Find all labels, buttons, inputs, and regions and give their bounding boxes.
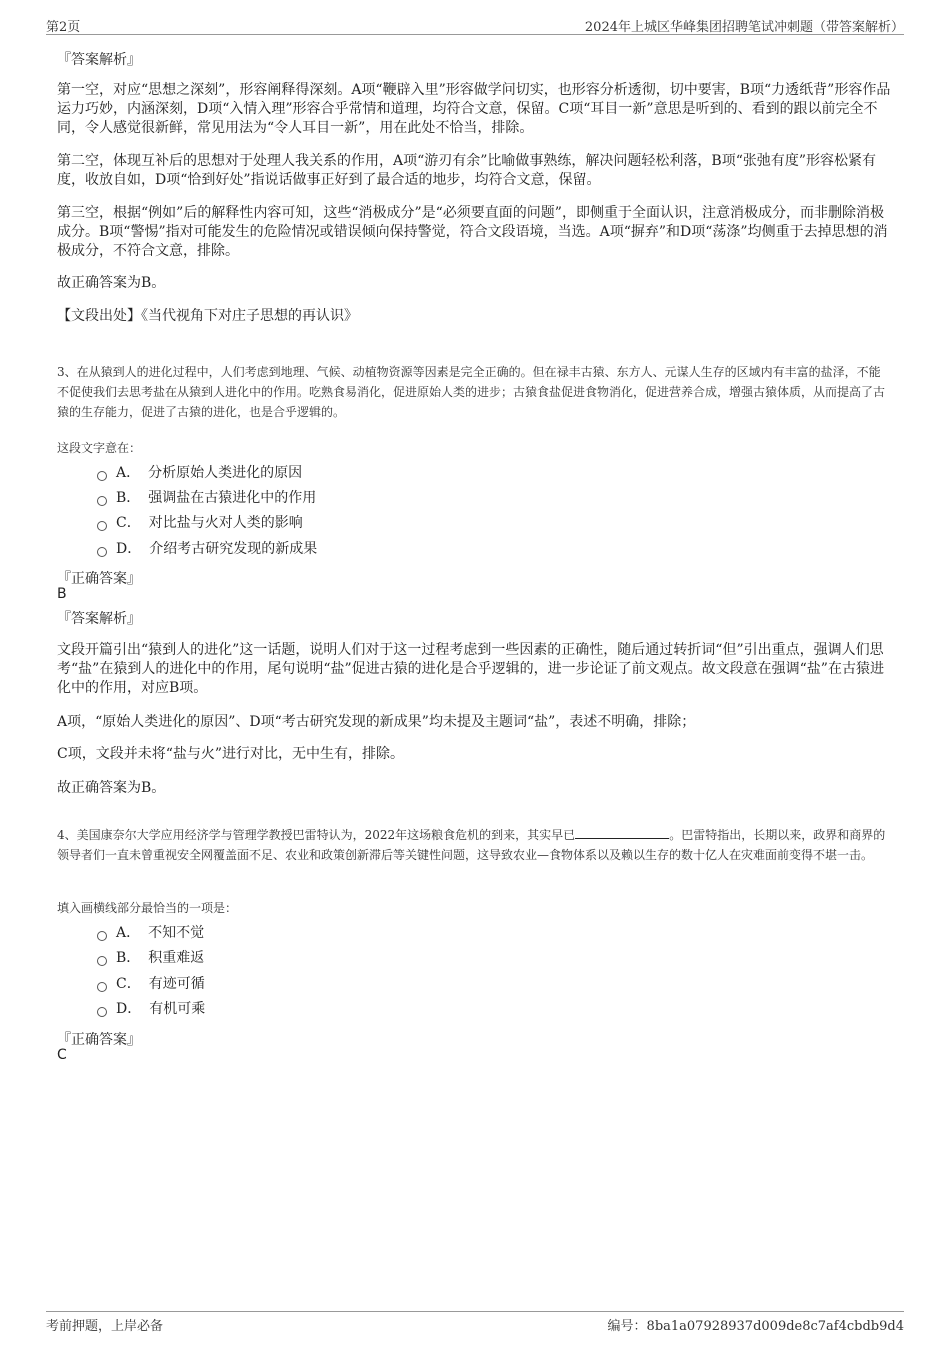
radio-icon[interactable] <box>97 496 107 506</box>
q3-option-c[interactable] <box>97 514 303 532</box>
option-text: 分析原始人类进化的原因 <box>148 465 303 481</box>
option-letter: C． <box>116 515 141 531</box>
document-code: 编号：8ba1a07928937d009de8c7af4cbdb9d4 <box>607 1319 904 1334</box>
q4-stem-part-2: 。巴雷特指出，长期以来，政界和商界的领导者们一直未曾重视安全网覆盖面不足、农业和政策创新滞后等关键性问题，这导致农业—食物体系以及赖以生存的数十亿人在灾难面前变得不堪一击。 <box>57 828 886 862</box>
footer-slogan: 考前押题，上岸必备 <box>46 1319 164 1334</box>
q4-option-c[interactable] <box>97 975 205 993</box>
q2-analysis-heading: 『答案解析』 <box>57 52 141 68</box>
q4-stem-part-1: 4、美国康奈尔大学应用经济学与管理学教授巴雷特认为，2022年这场粮食危机的到来，其实早已 <box>57 828 576 842</box>
q2-analysis-para-2: 第二空，体现互补后的思想对于处理人我关系的作用，A项“游刃有余”比喻做事熟练，解决问题轻松利落，B项“张弛有度”形容松紧有度，收放自如，D项“恰到好处”指说话做事正好到了最合适的地步，均符合文意，保留。 <box>57 153 877 188</box>
option-text: 有迹可循 <box>148 976 205 992</box>
radio-icon[interactable] <box>97 521 107 531</box>
q3-analysis-heading: 『答案解析』 <box>57 611 141 627</box>
option-letter: B． <box>116 490 141 506</box>
fill-in-blank <box>575 828 669 839</box>
q3-analysis-para-1: 文段开篇引出“猿到人的进化”这一话题，说明人们对于这一过程考虑到一些因素的正确性，随后通过转折词“但”引出重点，强调人们思考“盐”在猿到人的进化中的作用，尾句说明“盐”促进古猿的进化是合乎逻辑的，进一步论证了前文观点。故文段意在强调“盐”在古猿进化中的作用，对应B项。 <box>57 642 884 696</box>
q3-prompt: 这段文字意在： <box>57 441 142 455</box>
option-text: 积重难返 <box>148 950 205 966</box>
option-letter: A． <box>116 925 141 941</box>
radio-icon[interactable] <box>97 1007 107 1017</box>
q3-option-d[interactable] <box>97 540 317 558</box>
q4-answer-heading: 『正确答案』 <box>57 1032 141 1048</box>
q3-answer-heading: 『正确答案』 <box>57 571 141 587</box>
page-number: 第2页 <box>46 20 81 35</box>
option-text: 对比盐与火对人类的影响 <box>148 515 303 531</box>
q3-option-a[interactable] <box>97 464 302 482</box>
option-text: 介绍考古研究发现的新成果 <box>149 541 318 557</box>
page-footer <box>46 1311 904 1334</box>
q2-analysis-para-3: 第三空，根据“例如”后的解释性内容可知，这些“消极成分”是“必须要直面的问题”，即侧重于全面认识，注意消极成分，而非删除消极成分。B项“警惕”指对可能发生的危险情况或错误倾向保持警觉，符合文段语境，当选。A项“摒弃”和D项“荡涤”均侧重于去掉思想的消极成分，不符合文意，排除。 <box>57 205 888 259</box>
q4-stem <box>57 825 892 865</box>
radio-icon[interactable] <box>97 956 107 966</box>
q2-source: 【文段出处】《当代视角下对庄子思想的再认识》 <box>57 308 358 324</box>
q3-analysis-para-2: A项，“原始人类进化的原因”、D项“考古研究发现的新成果”均未提及主题词“盐”，表述不明确，排除； <box>57 714 696 730</box>
option-letter: C． <box>116 976 141 992</box>
page-header <box>46 14 904 35</box>
q3-conclusion: 故正确答案为B。 <box>57 780 166 796</box>
q3-analysis-para-3: C项，文段并未将“盐与火”进行对比，无中生有，排除。 <box>57 746 405 762</box>
q3-answer: B <box>57 586 67 602</box>
radio-icon[interactable] <box>97 982 107 992</box>
radio-icon[interactable] <box>97 547 107 557</box>
q4-option-a[interactable] <box>97 924 204 942</box>
option-letter: D． <box>116 541 142 557</box>
radio-icon[interactable] <box>97 471 107 481</box>
q4-option-d[interactable] <box>97 1000 205 1018</box>
q4-answer: C <box>57 1047 67 1063</box>
option-letter: B． <box>116 950 141 966</box>
option-text: 不知不觉 <box>148 925 205 941</box>
document-title: 2024年上城区华峰集团招聘笔试冲刺题（带答案解析） <box>584 20 904 35</box>
option-letter: D． <box>116 1001 142 1017</box>
q2-analysis-para-1: 第一空，对应“思想之深刻”，形容阐释得深刻。A项“鞭辟入里”形容做学问切实，也形容分析透彻，切中要害，B项“力透纸背”形容作品运力巧妙，内涵深刻，D项“入情入理”形容合乎常情和道理，均符合文意，保留。C项“耳目一新”意思是听到的、看到的跟以前完全不同，令人感觉很新鲜，常见用法为“令人耳目一新”，用在此处不恰当，排除。 <box>57 82 891 136</box>
q3-stem: 3、在从猿到人的进化过程中，人们考虑到地理、气候、动植物资源等因素是完全正确的。但在禄丰古猿、东方人、元谋人生存的区域内有丰富的盐泽，不能不促使我们去思考盐在从猿到人进化中的作用。吃熟食易消化，促进原始人类的进步；古猿食盐促进食物消化，促进营养合成，增强古猿体质，从而提高了古猿的生存能力，促进了古猿的进化，也是合乎逻辑的。 <box>57 365 886 419</box>
option-text: 有机可乘 <box>149 1001 206 1017</box>
radio-icon[interactable] <box>97 931 107 941</box>
option-letter: A． <box>116 465 141 481</box>
option-text: 强调盐在古猿进化中的作用 <box>148 490 317 506</box>
q4-prompt: 填入画横线部分最恰当的一项是： <box>57 901 238 915</box>
q3-option-b[interactable] <box>97 489 316 507</box>
q2-conclusion: 故正确答案为B。 <box>57 275 166 291</box>
q4-option-b[interactable] <box>97 949 204 967</box>
